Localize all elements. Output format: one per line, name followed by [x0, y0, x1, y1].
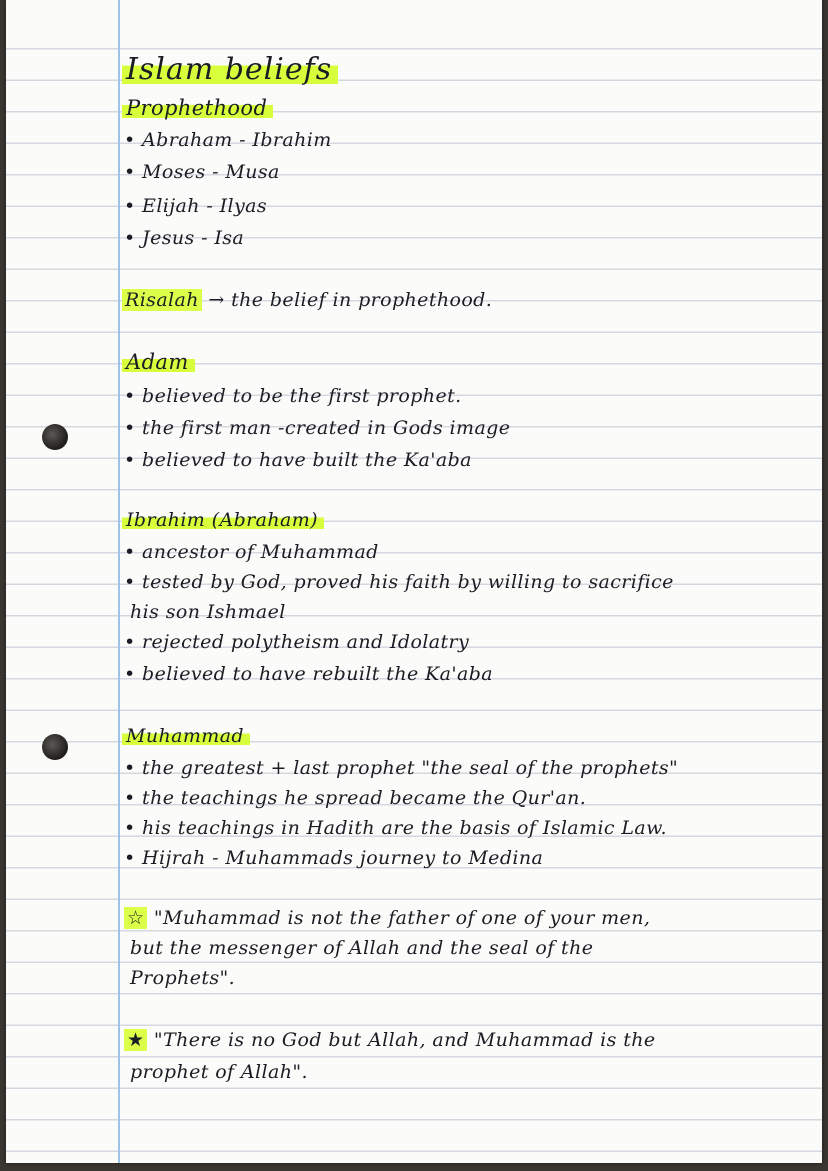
punch-hole-top: [42, 424, 68, 450]
ibrahim-item: • tested by God, proved his faith by willing to sacrifice: [124, 571, 674, 593]
ibrahim-item: • believed to have rebuilt the Ka'aba: [124, 663, 493, 685]
star-icon: ☆: [124, 907, 147, 929]
muhammad-item: • Hijrah - Muhammads journey to Medina: [124, 847, 544, 869]
muhammad-heading: [122, 724, 250, 748]
page-title-text: Islam beliefs: [122, 52, 338, 87]
notebook-page: [6, 0, 822, 1163]
ibrahim-heading-text: Ibrahim (Abraham): [122, 509, 324, 531]
quote2-line: prophet of Allah".: [130, 1061, 308, 1083]
prophethood-heading: [122, 96, 273, 120]
prophethood-item: • Elijah - Ilyas: [124, 195, 268, 217]
quote1-line: but the messenger of Allah and the seal of the: [130, 937, 594, 959]
prophethood-item: • Jesus - Isa: [124, 227, 245, 249]
ibrahim-item: his son Ishmael: [130, 601, 286, 623]
muhammad-heading-text: Muhammad: [122, 725, 250, 747]
adam-item: • believed to be the first prophet.: [124, 385, 462, 407]
adam-item: • believed to have built the Ka'aba: [124, 449, 472, 471]
adam-heading: [122, 350, 195, 374]
prophethood-heading-text: Prophethood: [122, 96, 273, 120]
margin-line: [118, 0, 120, 1163]
adam-heading-text: Adam: [122, 350, 195, 374]
risalah-definition: → the belief in prophethood.: [208, 289, 493, 311]
quote1-text: "Muhammad is not the father of one of your men,: [153, 907, 651, 929]
risalah-term: Risalah: [122, 289, 202, 311]
quote1-line: [124, 906, 650, 930]
risalah-line: [122, 288, 492, 312]
prophethood-item: • Moses - Musa: [124, 161, 280, 183]
page-title: [122, 52, 338, 88]
punch-hole-bottom: [42, 734, 68, 760]
ibrahim-heading: [122, 508, 324, 532]
muhammad-item: • the greatest + last prophet "the seal of the prophets": [124, 757, 679, 779]
ibrahim-item: • rejected polytheism and Idolatry: [124, 631, 470, 653]
muhammad-item: • his teachings in Hadith are the basis of Islamic Law.: [124, 817, 667, 839]
adam-item: • the first man -created in Gods image: [124, 417, 511, 439]
quote2-line: [124, 1028, 656, 1052]
ibrahim-item: • ancestor of Muhammad: [124, 541, 379, 563]
quote1-line: Prophets".: [130, 967, 236, 989]
muhammad-item: • the teachings he spread became the Qur'an.: [124, 787, 587, 809]
star-icon: ★: [124, 1029, 147, 1051]
quote2-text: "There is no God but Allah, and Muhammad is the: [153, 1029, 656, 1051]
prophethood-item: • Abraham - Ibrahim: [124, 129, 332, 151]
